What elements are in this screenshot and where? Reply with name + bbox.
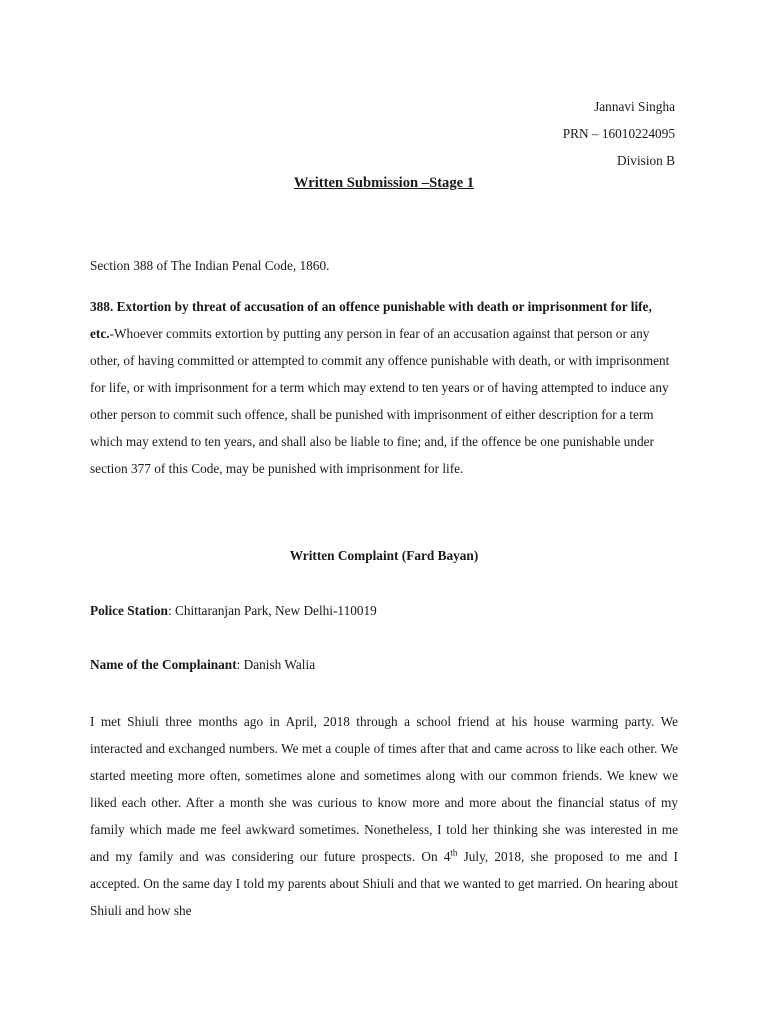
complainant-label: Name of the Complainant [90, 657, 237, 672]
section-388-body: -Whoever commits extortion by putting any person in fear of an accusation against that person or any other, of having committed or attempted to commit any offence punishable with death, or with imprisonment for life, or with imprisonment for a term which may extend to ten years or of having attempted to induce any other person to commit such offence, shall be punished with imprisonment of either description for a term which may extend to ten years, and shall also be liable to fine; and, if the offence be one punishable under section 377 of this Code, may be punished with imprisonment for life. [90, 326, 670, 476]
author-header [563, 93, 675, 174]
section-388-heading: 388. Extortion by threat of accusation of an offence punishable with death or imprisonment for life, etc. [90, 299, 652, 341]
narrative-part-2: July, 2018, she proposed to me and I accepted. On the same day I told my parents about Shiuli and that we wanted to get married. On hearing about Shiuli and how she [90, 849, 678, 918]
author-name: Jannavi Singha [594, 99, 675, 114]
complaint-narrative [90, 708, 678, 924]
author-division: Division B [617, 153, 675, 168]
section-reference: Section 388 of The Indian Penal Code, 1860. [90, 258, 330, 273]
author-prn: PRN – 16010224095 [562, 126, 675, 141]
police-station-value: : Chittaranjan Park, New Delhi-110019 [167, 603, 377, 618]
police-station-field [90, 603, 377, 619]
narrative-part-1: I met Shiuli three months ago in April, 2018 through a school friend at his house warming party. We interacted and exchanged numbers. We met a couple of times after that and came across to like each other. We started meeting more often, sometimes alone and sometimes along with our common friends. We knew we liked each other. After a month she was curious to know more and more about the financial status of my family which made me feel awkward sometimes. Nonetheless, I told her thinking she was interested in me and my family and was considering our future prospects. On 4 [90, 714, 678, 864]
section-388-text [90, 293, 678, 482]
complainant-value: : Danish Walia [236, 657, 316, 672]
complainant-field [90, 657, 315, 673]
police-station-label: Police Station [90, 603, 168, 618]
narrative-superscript: th [450, 847, 458, 858]
complaint-heading: Written Complaint (Fard Bayan) [289, 548, 479, 563]
document-title: Written Submission –Stage 1 [293, 175, 475, 191]
